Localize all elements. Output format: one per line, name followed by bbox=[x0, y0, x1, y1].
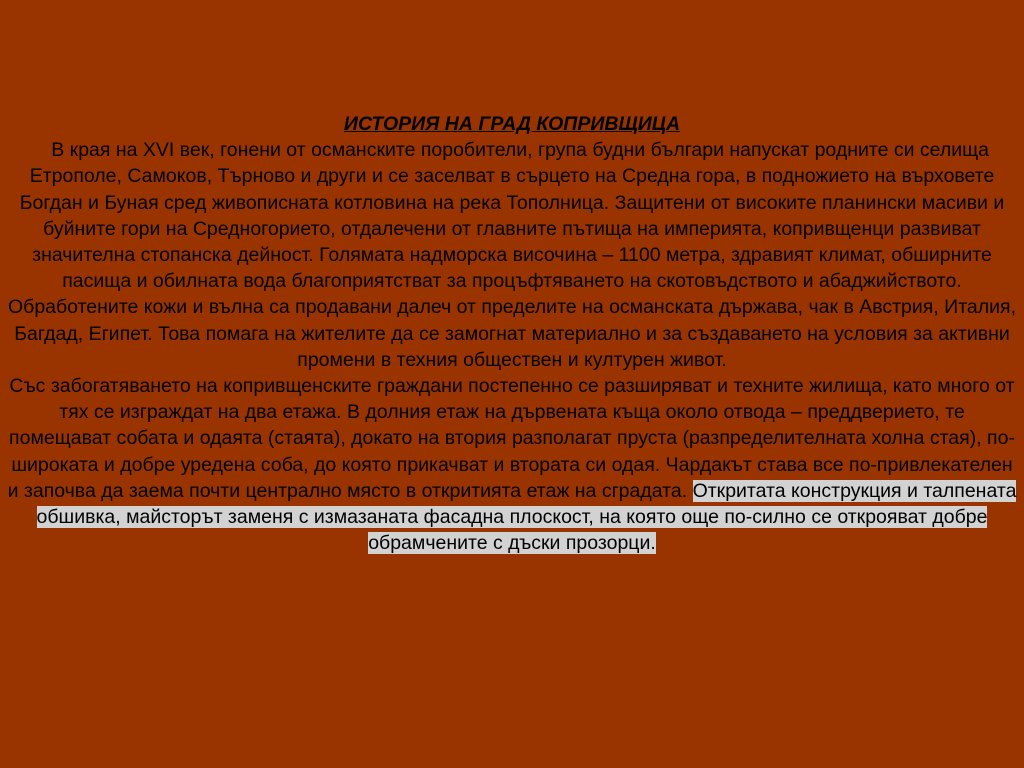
history-paragraph-2-text: Със забогатяването на копривщенските граждани постепенно се разширяват и техните жилища, като много от тях се изграждат на два етажа. В долния етаж на дървената къща около отвода – преддверието, те помещават собата и одаята (стаята), докато на втория разполагат пруста (разпределителната холна стая), по-широката и добре уредена соба, до която прикачват и втората си одая. Чардакът става все по-привлекателен и започва да заема почти централно място в откритията етаж на сградата. bbox=[7, 375, 1015, 502]
history-paragraph-1 bbox=[6, 137, 1018, 373]
history-paragraph-1-text: В края на XVI век, гонени от османските поробители, група будни българи напускат родните си селища Етрополе, Самоков, Търново и други и се заселват в сърцето на Средна гора, в подножието на върховете Богдан и Буная сред живописната котловина на река Тополница. Защитени от високите планински масиви и буйните гори на Средногорието, отдалечени от главните пътища на империята, копривщенци развиват значителна стопанска дейност. Голямата надморска височина – 1100 метра, здравият климат, обширните пасища и обилната вода благоприятстват за процъфтяването на скотовъдството и абаджийството. Обработените кожи и вълна са продавани далеч от пределите на османската държава, чак в Австрия, Италия, Багдад, Египет. Това помага на жителите да се замогнат материално и за създаването на условия за активни промени в техния обществен и културен живот. bbox=[7, 139, 1016, 371]
slide-text-block bbox=[6, 111, 1018, 556]
history-paragraph-2 bbox=[6, 373, 1018, 556]
slide-title: ИСТОРИЯ НА ГРАД КОПРИВЩИЦА bbox=[343, 113, 681, 135]
highlighted-text: Откритата конструкция и талпената обшивка, майсторът заменя с измазаната фасадна плоскост, на която още по-силно се открояват добре обрамчените с дъски прозорци. bbox=[36, 479, 1017, 555]
